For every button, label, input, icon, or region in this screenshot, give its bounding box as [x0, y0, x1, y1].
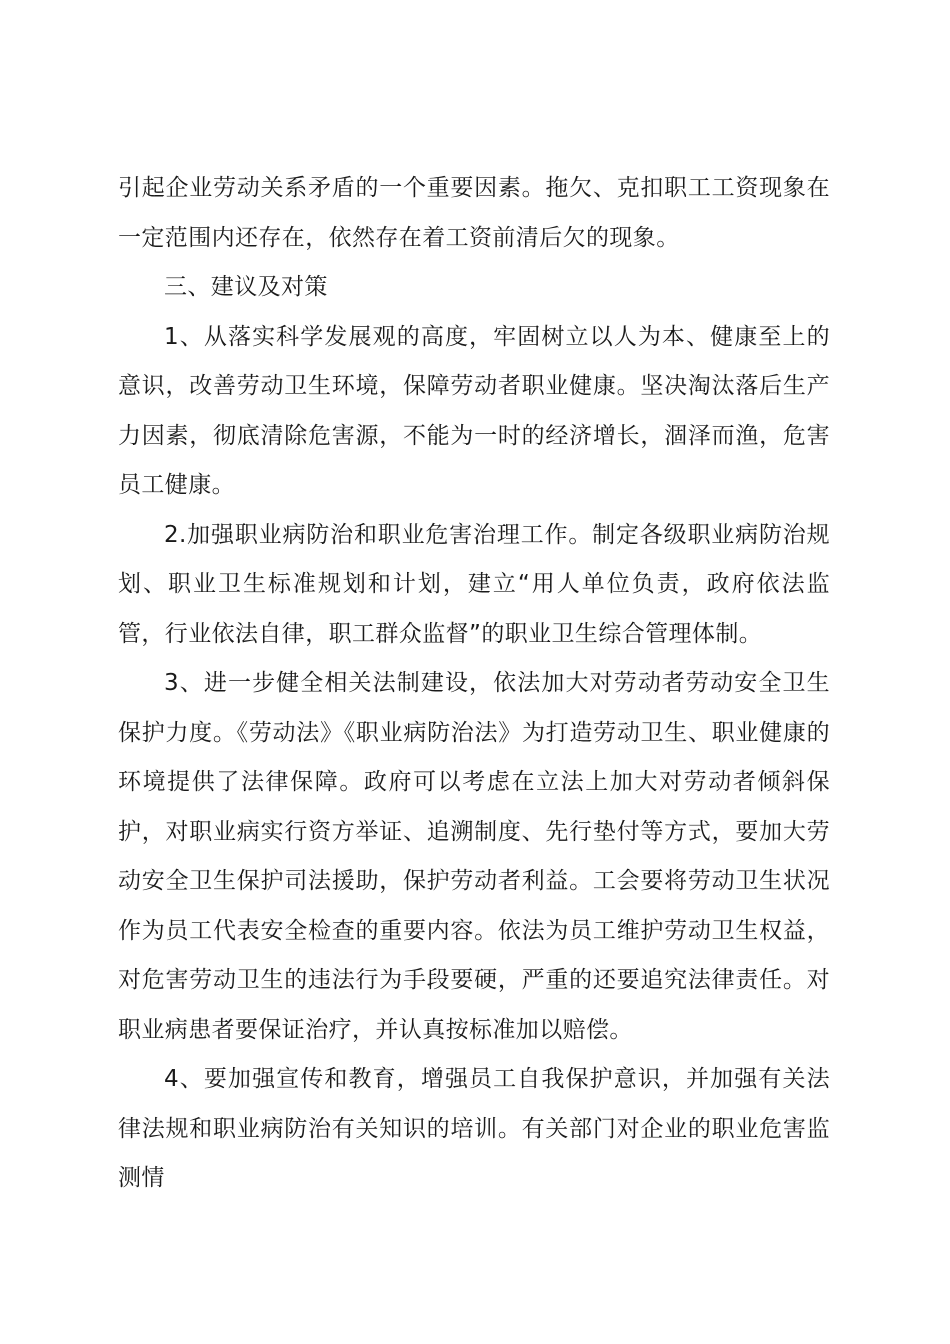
paragraph-item-4: 4、要加强宣传和教育，增强员工自我保护意识，并加强有关法律法规和职业病防治有关知识的培训。有关部门对企业的职业危害监测情: [118, 1066, 830, 1191]
paragraph-item-1: 1、从落实科学发展观的高度，牢固树立以人为本、健康至上的意识，改善劳动卫生环境，保障劳动者职业健康。坚决淘汰落后生产力因素，彻底清除危害源，不能为一时的经济增长，涸泽而渔，危害员工健康。: [118, 323, 830, 498]
paragraph-item-2: 2.加强职业病防治和职业危害治理工作。制定各级职业病防治规划、职业卫生标准规划和计划，建立“用人单位负责，政府依法监管，行业依法自律，职工群众监督”的职业卫生综合管理体制。: [118, 521, 830, 647]
document-body: [118, 164, 830, 1204]
paragraph-item-3: 3、进一步健全相关法制建设，依法加大对劳动者劳动安全卫生保护力度。《劳动法》《职业病防治法》为打造劳动卫生、职业健康的环境提供了法律保障。政府可以考虑在立法上加大对劳动者倾斜保护，对职业病实行资方举证、追溯制度、先行垫付等方式，要加大劳动安全卫生保护司法援助，保护劳动者利益。工会要将劳动卫生状况作为员工代表安全检查的重要内容。依法为员工维护劳动卫生权益，对危害劳动卫生的违法行为手段要硬，严重的还要追究法律责任。对职业病患者要保证治疗，并认真按标准加以赔偿。: [118, 670, 830, 1043]
paragraph-continuation: 引起企业劳动关系矛盾的一个重要因素。拖欠、克扣职工工资现象在一定范围内还存在，依然存在着工资前清后欠的现象。: [118, 175, 830, 251]
section-heading: 三、建议及对策: [164, 274, 328, 300]
